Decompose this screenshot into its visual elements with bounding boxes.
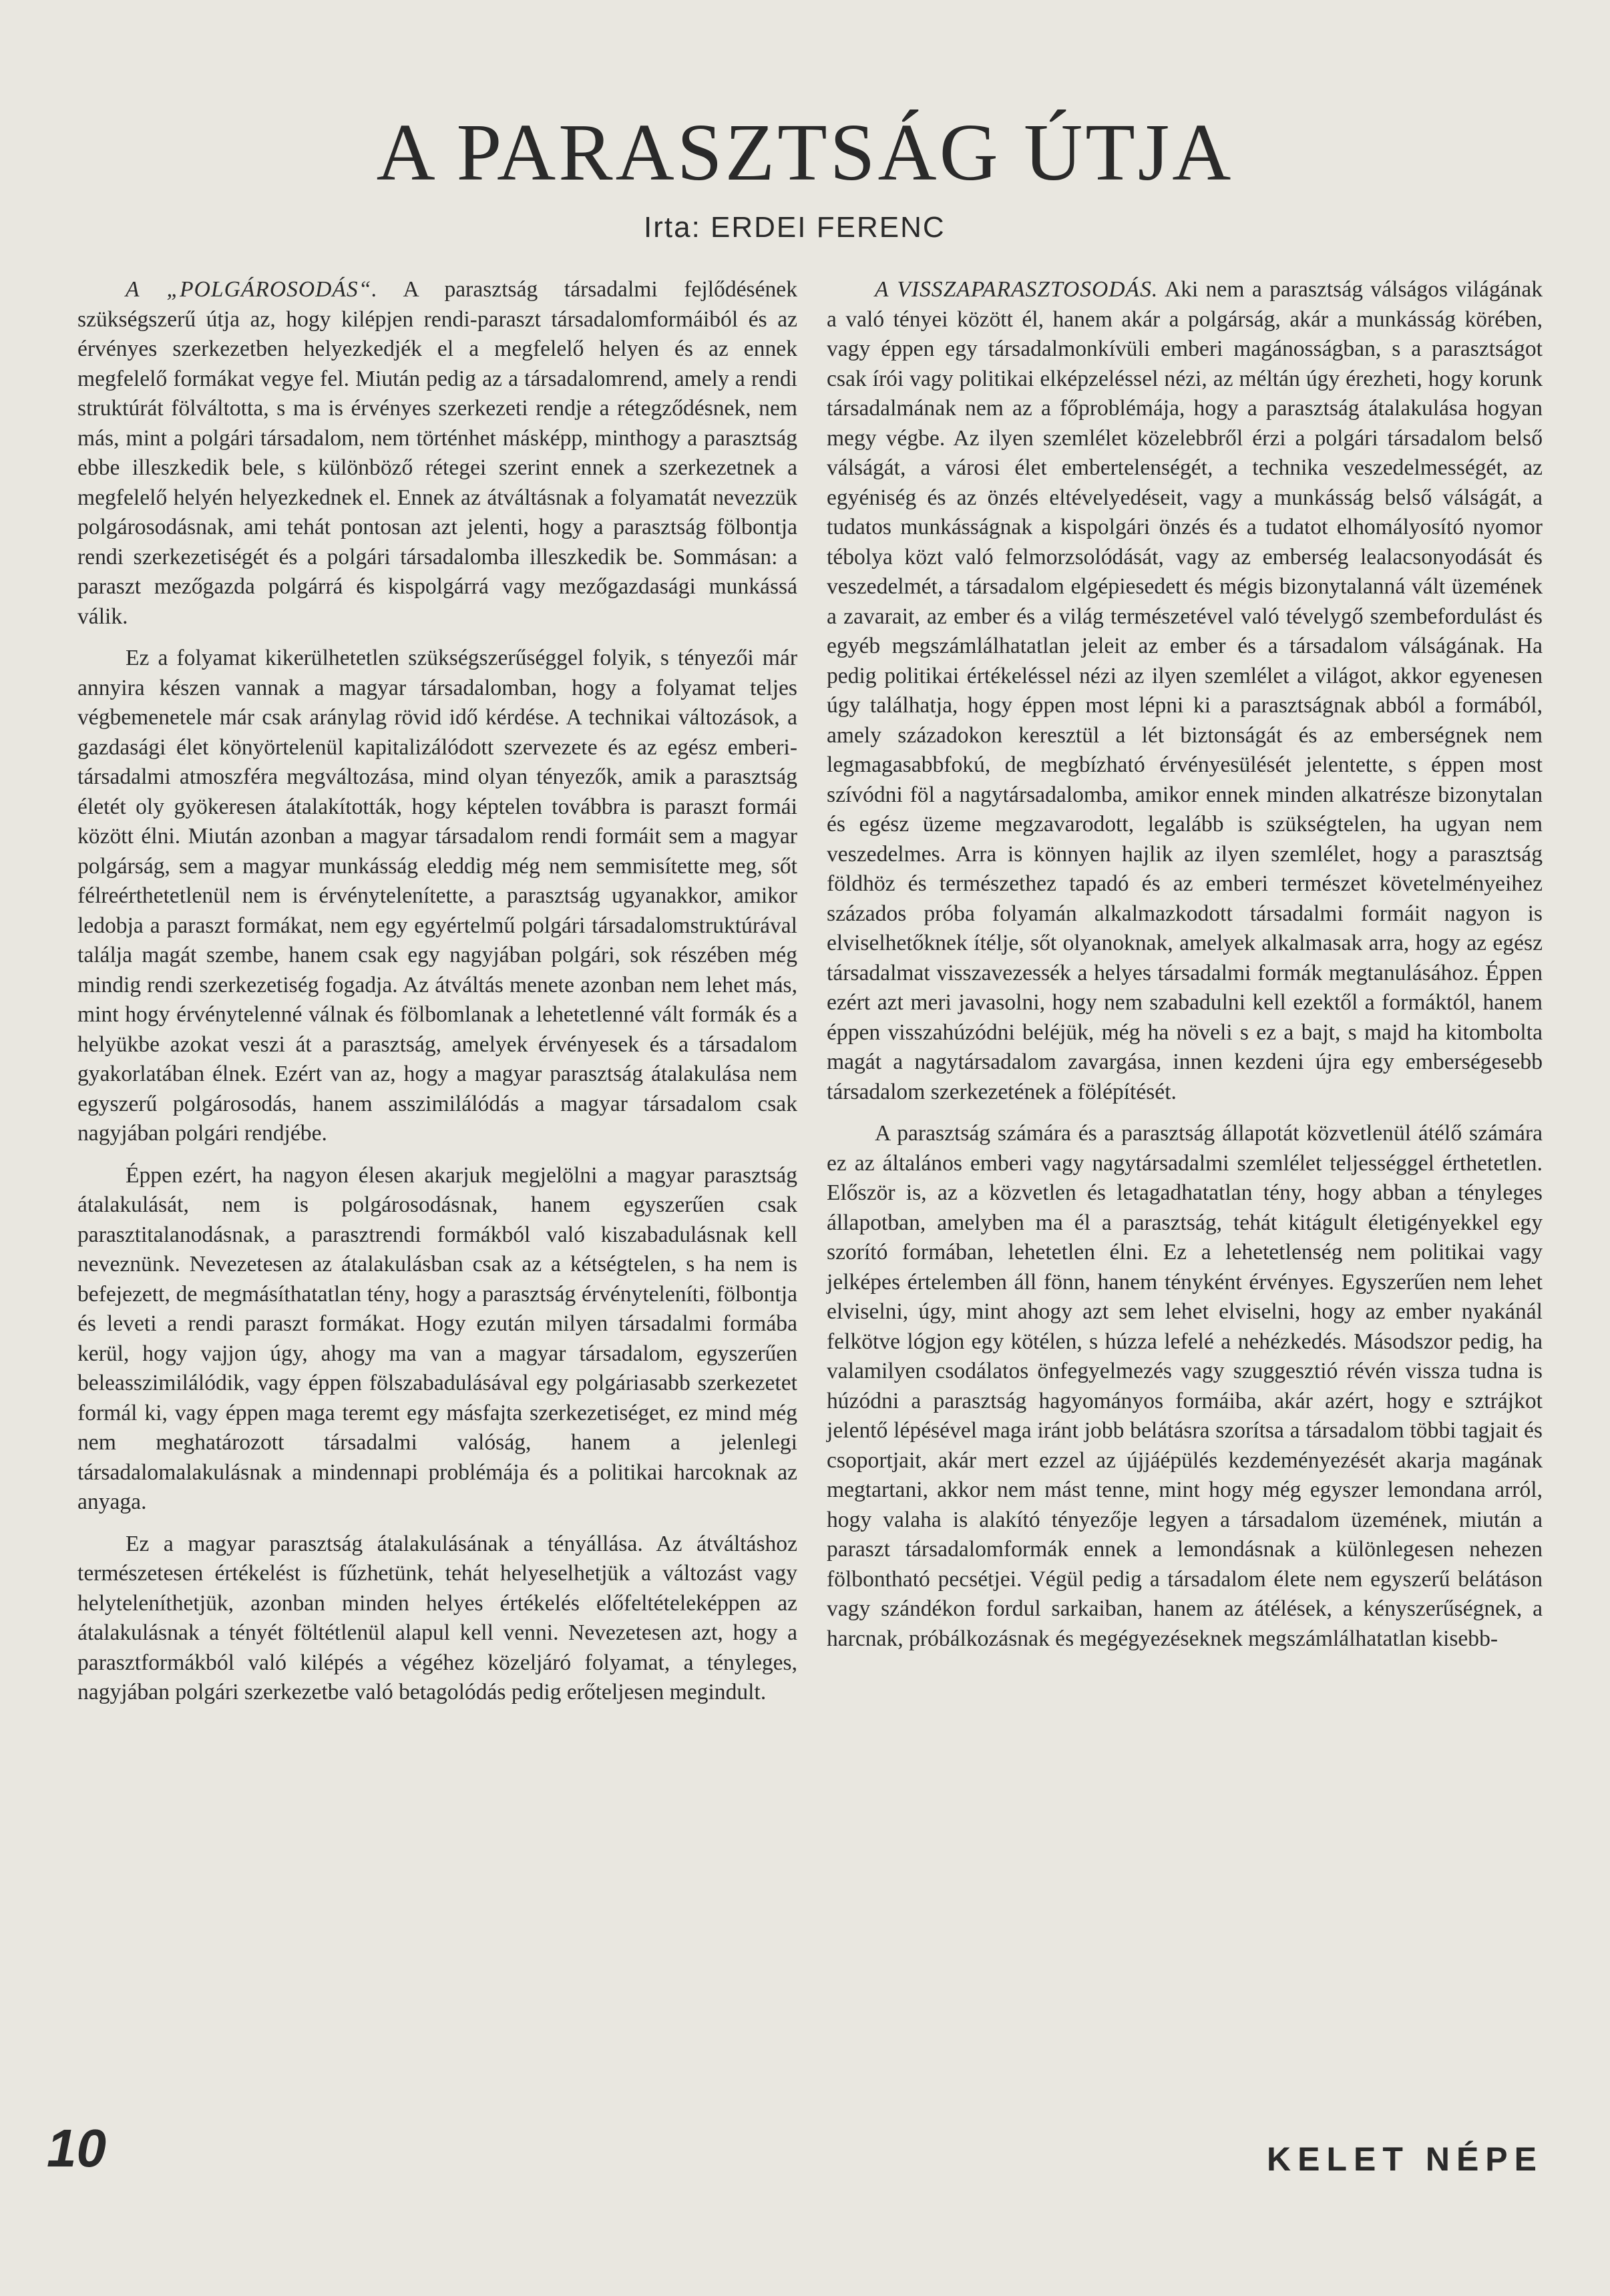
paragraph (827, 275, 1543, 1107)
left-column (77, 275, 797, 1708)
article-byline: Irta: ERDEI FERENC (644, 211, 946, 244)
paragraph-text: Aki nem a parasztság válságos világának a való tényei között él, hanem akár a polgárság, akár a munkásság körében, vagy éppen egy társadalmonkívüli emberi magánosságban, s a parasztságot csak írói vagy politikai elképzeléssel nézi, az méltán úgy érezheti, hogy korunk társadalmának nem az a főproblémája, hogy a parasztság átalakulása hogyan megy végbe. Az ilyen szemlélet közelebbről érzi a polgári társadalom belső válságát, a városi élet embertelenségét, a technika veszedelmességét, az egyéniség és az önzés eltévelyedéseit, vagy a munkásság belső válságát, a tudatos munkásságnak a kispolgári önzés és a tudatot elhomályosító nyomor tébolya közt való felmorzsolódását, vagy az emberség lealacsonyodását és veszedelmét, a társadalom elgépiesedett és mégis bizonytalanná vált üzemének a zavarait, az ember és a világ természetével való tévelygő szembefordulást és egyéb megszámlálhatatlan jeleit az ember és a társadalom válságának. Ha pedig politikai értékeléssel nézi az ilyen szemlélet a világot, akkor egyenesen úgy találhatja, hogy éppen most lépni ki a parasztságnak abból a formából, amely századokon keresztül a lét biztonságát és az emberségnek nem legmagasabbfokú, de megbízható érvényesülését jelentette, s éppen most szívódni föl a nagytársadalomba, amikor ennek minden alkatrésze bizonytalan és egész üzeme megzavarodott, legalább is szükségtelen, ha ugyan nem veszedelmes. Arra is könnyen hajlik az ilyen szemlélet, hogy a parasztság földhöz és természethez tapadó és az emberi természet követelményeihez százados próba folyamán alkalmazkodott társadalmi formáit nagyon is elviselhetőknek ítélje, sőt olyanoknak, amelyek alkalmasak arra, hogy az egész társadalmat visszavezessék a helyes társadalmi formák megtanulásához. Éppen ezért azt meri javasolni, hogy nem szabadulni kell ezektől a formáktól, hanem éppen visszahúzódni beléjük, még ha növeli s ez a bajt, s majd ha kitombolta magát a nagytársadalom zavargása, innen kezdeni újra egy emberségesebb társadalom szerkezetének a fölépítését. (827, 277, 1543, 1104)
magazine-name: KELET NÉPE (1267, 2140, 1543, 2178)
article-title: A PARASZTSÁG ÚTJA (376, 107, 1234, 198)
paragraph: A parasztság számára és a parasztság állapotát közvetlenül átélő számára ez az általános emberi vagy nagytársadalmi szemlélet teljességgel érthetetlen. Először is, az a közvetlen és letagadhatatlan tény, hogy abban a tényleges állapotban, amelyben ma él a parasztság, tehát kitágult életigényekkel egy szorító formában, lehetetlen élni. Ez a lehetetlenség nem politikai vagy jelképes értelemben áll fönn, hanem tényként érvényes. Egyszerűen nem lehet elviselni, úgy, mint ahogy azt sem lehet elviselni, hogy az ember nyakánál felkötve lógjon egy kötélen, s húzza lefelé a nehézkedés. Másodszor pedig, ha valamilyen csodálatos önfegyelmezés vagy szuggesztió révén vissza tudna is húzódni a parasztság hagyományos formáiba, akár azért, hogy e sztrájkot jelentő lépésével maga iránt jobb belátásra szorítsa a társadalom többi tagjait és csoportjait, akár mert ezzel az újjáépülés kezdeményezését akarja magának megtartani, akkor nem mást tenne, mint hogy még egyszer lemondana arról, hogy valaha is alakító tényezője legyen a társadalom üzemének, miután a paraszt társadalomformák ennek a lemondásnak a különlegesen nehezen fölbontható pecsétjei. Végül pedig a társadalom élete nem egyszerű belátáson vagy szándékon fordul sarkaiban, hanem az átélések, a kényszerűségnek, a harcnak, próbálkozásnak és megégyezéseknek megszámlálhatatlan kisebb- (827, 1121, 1543, 1651)
paragraph-text: A parasztság társadalmi fejlődésének szükségszerű útja az, hogy kilépjen rendi-paraszt társadalomformáiból és az érvényes szerkezetben helyezkedjék el a megfelelő helyen és az ennek megfelelő formákat vegye fel. Miután pedig az a társadalomrend, amely a rendi struktúrát fölváltotta, s ma is érvényes szerkezeti rendje a rétegződésnek, nem más, mint a polgári társadalom, nem történhet másképp, minthogy a parasztság ebbe illeszkedik bele, s különböző rétegei szerint ennek a szerkezetnek a megfelelő helyén helyezkednek el. Ennek az átváltásnak a folyamatát nevezzük polgárosodásnak, ami tehát pontosan azt jelenti, hogy a parasztság fölbontja rendi szerkezetiségét és a polgári társadalomba illeszkedik be. Sommásan: a paraszt mezőgazda polgárrá és kispolgárrá vagy mezőgazdasági munkássá válik. (77, 277, 797, 629)
paragraph (77, 275, 797, 632)
paragraph: Éppen ezért, ha nagyon élesen akarjuk megjelölni a magyar parasztság átalakulását, nem is polgárosodásnak, hanem egyszerűen csak parasztitalanodásnak, a parasztrendi formákból való kiszabadulásnak kell neveznünk. Nevezetesen az átalakulásban csak az a kétségtelen, s ha nem is befejezett, de megmásíthatatlan tény, hogy a parasztság érvényteleníti, fölbontja és leveti a rendi paraszt formákat. Hogy ezután milyen társadalmi formába kerül, hogy vajjon úgy, ahogy ma van a magyar társadalom, egyszerűen beleasszimilálódik, vagy éppen fölszabadulásával egy polgáriasabb szerkezetet formál ki, vagy éppen maga teremt egy másfajta szerkezetiséget, ez mind még nem meghatározott társadalmi valóság, hanem a jelenlegi társadalomalakulásnak a mindennapi problémája és a politikai harcoknak az anyaga. (77, 1162, 797, 1514)
paragraph: Ez a magyar parasztság átalakulásának a tényállása. Az átváltáshoz természetesen értékelést is fűzhetünk, tehát helyeselhetjük a változást vagy helyteleníthetjük, azonban minden helyes értékelés előfeltételeképpen az átalakulásnak a tényét föltétlenül alapul kell venni. Nevezetesen azt, hogy a parasztformákból való kilépés a végéhez közeljáró folyamat, a tényleges, nagyjában polgári szerkezetbe való betagolódás pedig erőteljesen megindult. (77, 1531, 797, 1704)
right-column (827, 275, 1543, 1654)
paragraph: Ez a folyamat kikerülhetetlen szükségszerűséggel folyik, s tényezői már annyira készen vannak a magyar társadalomban, hogy a folyamat teljes végbemenetele már csak aránylag rövid idő kérdése. A technikai változások, a gazdasági élet könyörtelenül kapitalizálódott szervezete és az egész emberi-társadalmi atmoszféra megváltozása, mind olyan tényezők, amik a parasztság életét oly gyökeresen átalakították, hogy képtelen továbbra is paraszt formái között élni. Miután azonban a magyar társadalom rendi formáit sem a magyar polgárság, sem a magyar munkásság eleddig még nem semmisítette meg, sőt félreérthetetlenül nem is érvénytelenítette, a parasztság ugyanakkor, amikor ledobja a paraszt formákat, nem egy egyértelmű polgári társadalomstruktúrával találja magát szembe, hanem csak egy nagyjában polgári, sok részében még mindig rendi szerkezetiség fogadja. Az átváltás menete azonban nem lehet más, mint hogy érvénytelenné válnak és fölbomlanak a lehetetlenné vált formák és a helyükbe azokat veszi át a parasztság, amelyek érvényesek és a társadalom gyakorlatában élnek. Ezért van az, hogy a magyar parasztság átalakulása nem egyszerű polgárosodás, hanem asszimilálódás a magyar társadalom csak nagyjában polgári rendjébe. (77, 646, 797, 1146)
section-lead: A VISSZAPARASZTOSODÁS. (875, 277, 1159, 302)
section-lead: A „POLGÁROSODÁS“. (126, 277, 378, 302)
page-number: 10 (47, 2118, 106, 2178)
